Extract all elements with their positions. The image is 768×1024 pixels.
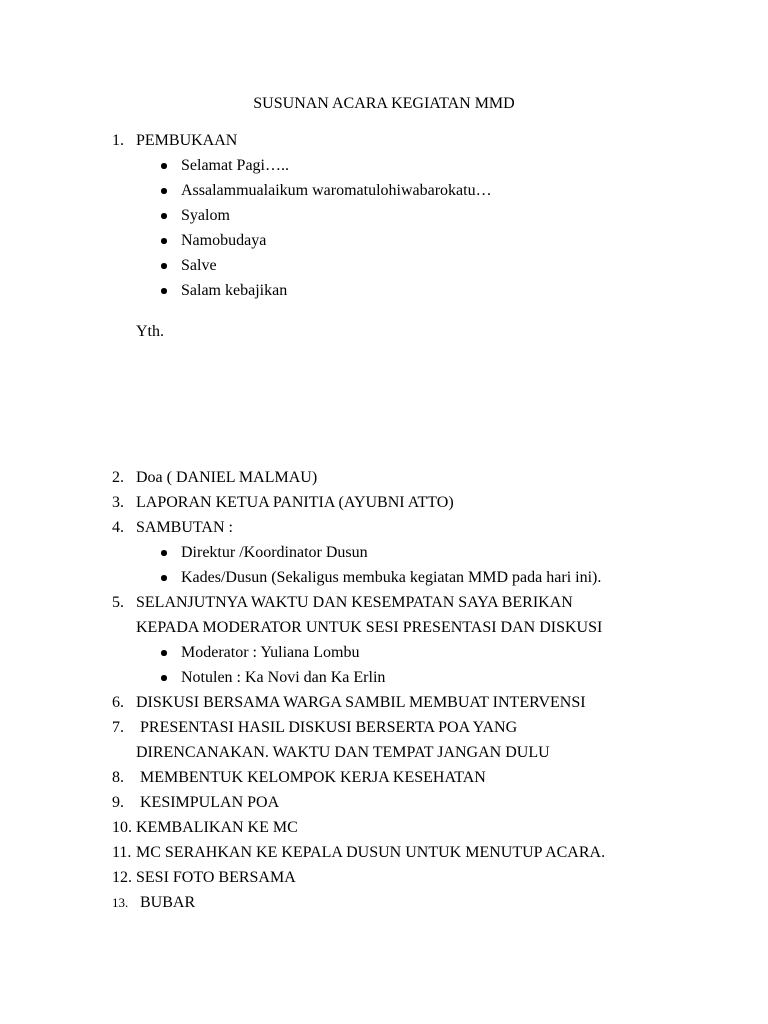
greeting-item (0, 203, 768, 228)
list-item (0, 815, 768, 840)
list-item (0, 515, 768, 540)
list-number: 9. (112, 794, 124, 811)
bullet-icon (161, 178, 166, 203)
list-number: 13. (112, 895, 129, 910)
list-label: MEMBENTUK KELOMPOK KERJA KESEHATAN (140, 769, 486, 786)
greeting-item (0, 253, 768, 278)
list-item (0, 890, 768, 915)
list-label: Doa ( DANIEL MALMAU) (136, 469, 318, 486)
sub-item-text: Moderator : Yuliana Lombu (181, 644, 360, 661)
continuation-text: DIRENCANAKAN. WAKTU DAN TEMPAT JANGAN DULU (136, 744, 550, 761)
list-number: 4. (112, 519, 124, 536)
greeting-item (0, 178, 768, 203)
list-number: 8. (112, 769, 124, 786)
list-number: 2. (112, 469, 124, 486)
list-item (0, 590, 768, 615)
sub-item-text: Direktur /Koordinator Dusun (181, 544, 368, 561)
bullet-icon (161, 253, 166, 278)
list-label: DISKUSI BERSAMA WARGA SAMBIL MEMBUAT INTERVENSI (136, 694, 586, 711)
list-label: SAMBUTAN : (136, 519, 233, 536)
list-number: 5. (112, 594, 124, 611)
yth-row (0, 319, 768, 344)
bullet-icon (161, 640, 166, 665)
bullet-icon (161, 665, 166, 690)
list-label: BUBAR (140, 894, 196, 911)
bullet-icon (161, 203, 166, 228)
list-number: 12. (112, 869, 132, 886)
yth-text: Yth. (136, 323, 164, 340)
list-number: 1. (112, 132, 124, 149)
greeting-text: Assalammualaikum waromatulohiwabarokatu… (181, 182, 492, 199)
list-label: MC SERAHKAN KE KEPALA DUSUN UNTUK MENUTUP ACARA. (136, 844, 606, 861)
list-item (0, 840, 768, 865)
greeting-item (0, 153, 768, 178)
list-label: KEMBALIKAN KE MC (136, 819, 298, 836)
sub-item-text: Kades/Dusun (Sekaligus membuka kegiatan MMD pada hari ini). (181, 569, 602, 586)
list-item (0, 465, 768, 490)
list-item (0, 765, 768, 790)
greeting-item (0, 278, 768, 303)
list-item (0, 790, 768, 815)
agenda-list (0, 465, 768, 915)
continuation-text: KEPADA MODERATOR UNTUK SESI PRESENTASI DAN DISKUSI (136, 619, 603, 636)
sub-item-text: Notulen : Ka Novi dan Ka Erlin (181, 669, 386, 686)
sub-item (0, 565, 768, 590)
list-number: 3. (112, 494, 124, 511)
list-label: KESIMPULAN POA (140, 794, 280, 811)
greeting-text: Namobudaya (181, 232, 267, 249)
sub-item (0, 665, 768, 690)
greeting-text: Syalom (181, 207, 230, 224)
list-label: PRESENTASI HASIL DISKUSI BERSERTA POA YANG (140, 719, 518, 736)
list-label: PEMBUKAAN (136, 132, 238, 149)
list-item (0, 715, 768, 740)
list-number: 6. (112, 694, 124, 711)
list-item (0, 865, 768, 890)
list-item-1 (0, 128, 768, 153)
list-item-continuation (0, 740, 768, 765)
list-label: LAPORAN KETUA PANITIA (AYUBNI ATTO) (136, 494, 454, 511)
list-item (0, 690, 768, 715)
greeting-text: Salve (181, 257, 217, 274)
greeting-text: Salam kebajikan (181, 282, 288, 299)
yth-section (0, 319, 768, 344)
bullet-icon (161, 278, 166, 303)
list-label: SESI FOTO BERSAMA (136, 869, 296, 886)
list-number: 10. (112, 819, 132, 836)
opening-section (0, 128, 768, 303)
list-item-continuation (0, 615, 768, 640)
greeting-text: Selamat Pagi….. (181, 157, 289, 174)
bullet-icon (161, 228, 166, 253)
sub-item (0, 640, 768, 665)
sub-item (0, 540, 768, 565)
bullet-icon (161, 540, 166, 565)
bullet-icon (161, 153, 166, 178)
greeting-item (0, 228, 768, 253)
page-title: SUSUNAN ACARA KEGIATAN MMD (253, 95, 515, 112)
list-number: 11. (112, 844, 132, 861)
list-label: SELANJUTNYA WAKTU DAN KESEMPATAN SAYA BERIKAN (136, 594, 573, 611)
list-item (0, 490, 768, 515)
list-number: 7. (112, 719, 124, 736)
bullet-icon (161, 565, 166, 590)
